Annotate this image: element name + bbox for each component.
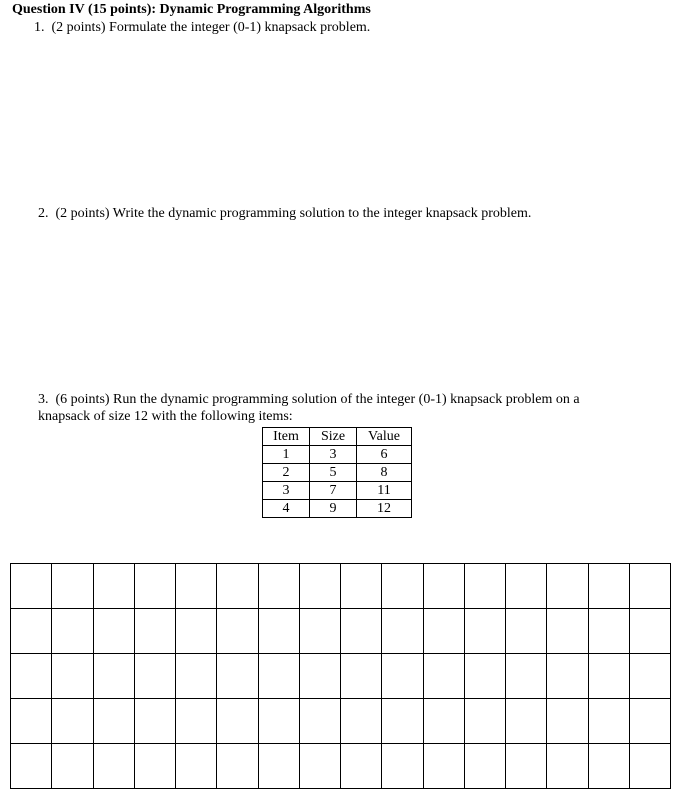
answer-grid-row [11, 609, 671, 654]
answer-grid-cell[interactable] [52, 609, 93, 654]
answer-grid-cell[interactable] [52, 699, 93, 744]
answer-grid-cell[interactable] [258, 564, 299, 609]
answer-grid-cell[interactable] [464, 609, 505, 654]
question-3-text-line2: knapsack of size 12 with the following items: [38, 409, 293, 424]
answer-grid-cell[interactable] [134, 744, 175, 789]
answer-grid-cell[interactable] [423, 699, 464, 744]
answer-grid-cell[interactable] [258, 654, 299, 699]
answer-grid-cell[interactable] [341, 564, 382, 609]
items-table-row [263, 464, 412, 482]
answer-grid-cell[interactable] [382, 609, 423, 654]
answer-grid-cell[interactable] [217, 699, 258, 744]
answer-grid-cell[interactable] [464, 744, 505, 789]
answer-grid-cell[interactable] [258, 744, 299, 789]
answer-grid-cell[interactable] [93, 654, 134, 699]
answer-grid-cell[interactable] [547, 699, 588, 744]
answer-grid-cell[interactable] [629, 609, 670, 654]
answer-grid-cell[interactable] [258, 699, 299, 744]
answer-grid-cell[interactable] [217, 744, 258, 789]
items-table-row [263, 446, 412, 464]
answer-grid-cell[interactable] [299, 654, 340, 699]
answer-grid-cell[interactable] [588, 699, 629, 744]
answer-grid-cell[interactable] [547, 744, 588, 789]
answer-grid-cell[interactable] [423, 564, 464, 609]
items-table-row [263, 482, 412, 500]
answer-grid-cell[interactable] [299, 744, 340, 789]
answer-grid-cell[interactable] [382, 744, 423, 789]
answer-grid-cell[interactable] [506, 744, 547, 789]
answer-grid-cell[interactable] [341, 609, 382, 654]
value-cell: 8 [357, 464, 412, 482]
answer-grid-cell[interactable] [134, 654, 175, 699]
question-heading: Question IV (15 points): Dynamic Programming Algorithms [12, 2, 371, 17]
answer-grid-cell[interactable] [464, 654, 505, 699]
answer-grid-cell[interactable] [341, 654, 382, 699]
answer-grid-cell[interactable] [176, 654, 217, 699]
answer-grid-cell[interactable] [11, 609, 52, 654]
answer-grid-cell[interactable] [382, 564, 423, 609]
value-cell: 12 [357, 500, 412, 518]
answer-grid-cell[interactable] [506, 609, 547, 654]
answer-grid-cell[interactable] [506, 654, 547, 699]
answer-grid-cell[interactable] [93, 609, 134, 654]
answer-grid-cell[interactable] [423, 744, 464, 789]
item-cell: 4 [263, 500, 310, 518]
answer-grid-cell[interactable] [547, 564, 588, 609]
answer-grid-cell[interactable] [217, 609, 258, 654]
value-cell: 6 [357, 446, 412, 464]
size-cell: 9 [310, 500, 357, 518]
answer-grid-cell[interactable] [547, 654, 588, 699]
answer-grid-cell[interactable] [299, 609, 340, 654]
size-cell: 5 [310, 464, 357, 482]
items-header-size: Size [310, 428, 357, 446]
size-cell: 7 [310, 482, 357, 500]
answer-grid-row [11, 654, 671, 699]
answer-grid-cell[interactable] [629, 699, 670, 744]
answer-grid-cell[interactable] [11, 744, 52, 789]
question-1-text: 1. (2 points) Formulate the integer (0-1) knapsack problem. [34, 20, 371, 35]
answer-grid-cell[interactable] [464, 699, 505, 744]
answer-grid-cell[interactable] [52, 744, 93, 789]
answer-grid-cell[interactable] [629, 654, 670, 699]
items-table [262, 427, 412, 518]
question-2-text: 2. (2 points) Write the dynamic programming solution to the integer knapsack problem. [38, 206, 532, 221]
answer-grid-cell[interactable] [11, 654, 52, 699]
answer-grid-cell[interactable] [134, 609, 175, 654]
answer-grid-cell[interactable] [258, 609, 299, 654]
answer-grid-cell[interactable] [93, 699, 134, 744]
answer-grid-cell[interactable] [588, 609, 629, 654]
answer-grid-cell[interactable] [588, 564, 629, 609]
answer-grid-cell[interactable] [217, 564, 258, 609]
answer-grid-cell[interactable] [176, 564, 217, 609]
answer-grid-cell[interactable] [93, 744, 134, 789]
item-cell: 3 [263, 482, 310, 500]
answer-grid-cell[interactable] [629, 744, 670, 789]
answer-grid-cell[interactable] [176, 609, 217, 654]
answer-grid-cell[interactable] [588, 744, 629, 789]
answer-grid-cell[interactable] [629, 564, 670, 609]
answer-grid-cell[interactable] [134, 564, 175, 609]
answer-grid-cell[interactable] [299, 699, 340, 744]
answer-grid [10, 563, 671, 789]
question-3-text-line1: 3. (6 points) Run the dynamic programming solution of the integer (0-1) knapsack problem on a [38, 392, 580, 407]
answer-grid-cell[interactable] [11, 699, 52, 744]
answer-grid-cell[interactable] [588, 654, 629, 699]
answer-grid-cell[interactable] [176, 744, 217, 789]
answer-grid-cell[interactable] [547, 609, 588, 654]
answer-grid-cell[interactable] [299, 564, 340, 609]
answer-grid-cell[interactable] [423, 654, 464, 699]
answer-grid-cell[interactable] [341, 744, 382, 789]
answer-grid-cell[interactable] [52, 654, 93, 699]
item-cell: 1 [263, 446, 310, 464]
answer-grid-cell[interactable] [93, 564, 134, 609]
items-header-item: Item [263, 428, 310, 446]
answer-grid-cell[interactable] [382, 699, 423, 744]
answer-grid-cell[interactable] [176, 699, 217, 744]
answer-grid-cell[interactable] [506, 699, 547, 744]
answer-grid-cell[interactable] [423, 609, 464, 654]
items-header-value: Value [357, 428, 412, 446]
answer-grid-cell[interactable] [341, 699, 382, 744]
answer-grid-cell[interactable] [506, 564, 547, 609]
answer-grid-row [11, 699, 671, 744]
value-cell: 11 [357, 482, 412, 500]
answer-grid-row [11, 564, 671, 609]
answer-grid-cell[interactable] [52, 564, 93, 609]
items-table-header-row [263, 428, 412, 446]
answer-grid-row [11, 744, 671, 789]
item-cell: 2 [263, 464, 310, 482]
answer-grid-cell[interactable] [134, 699, 175, 744]
items-table-row [263, 500, 412, 518]
answer-grid-cell[interactable] [11, 564, 52, 609]
answer-grid-cell[interactable] [217, 654, 258, 699]
size-cell: 3 [310, 446, 357, 464]
answer-grid-cell[interactable] [382, 654, 423, 699]
answer-grid-cell[interactable] [464, 564, 505, 609]
